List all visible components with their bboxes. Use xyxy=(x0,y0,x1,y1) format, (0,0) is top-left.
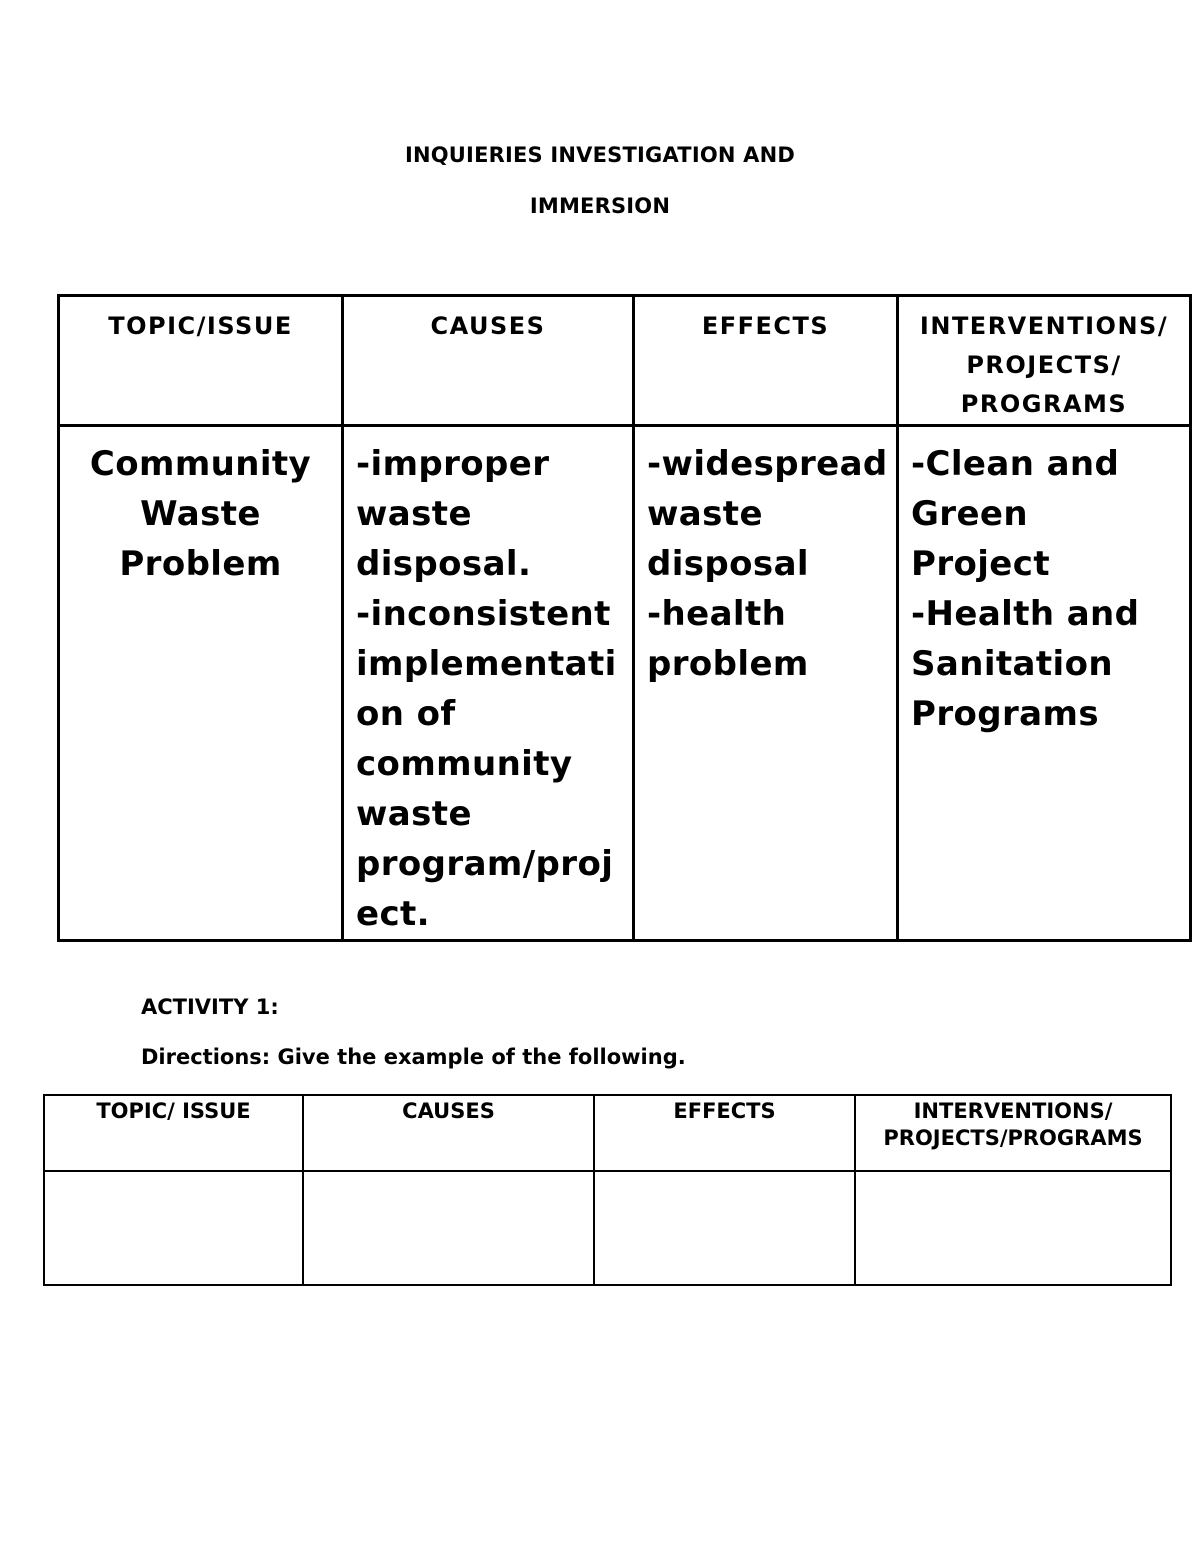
cell-text: -inconsistent xyxy=(356,594,611,634)
cell-text: Programs xyxy=(911,694,1099,734)
header-causes xyxy=(343,296,634,426)
activity-cell-interventions[interactable] xyxy=(855,1171,1171,1285)
activity-header-interventions xyxy=(855,1095,1171,1171)
cell-interventions xyxy=(898,426,1191,941)
main-table xyxy=(57,294,1192,942)
cell-text: waste xyxy=(356,794,472,834)
header-effects xyxy=(634,296,898,426)
document-title-line-1: INQUIERIES INVESTIGATION AND xyxy=(404,143,796,167)
header-text: CAUSES xyxy=(402,1099,495,1123)
header-text: TOPIC/ISSUE xyxy=(108,312,293,340)
cell-text: -widespread xyxy=(647,444,888,484)
cell-text: Project xyxy=(911,544,1050,584)
header-text: EFFECTS xyxy=(701,312,830,340)
cell-text: problem xyxy=(647,644,809,684)
cell-text: Waste xyxy=(140,494,261,534)
activity-header-effects xyxy=(594,1095,855,1171)
cell-text: Community xyxy=(89,444,312,484)
cell-text: on of xyxy=(356,694,456,734)
header-text: PROJECTS/ xyxy=(966,351,1122,379)
main-table-header-row xyxy=(59,296,1191,426)
cell-text: -Clean and xyxy=(911,444,1120,484)
activity-header-topic-issue xyxy=(44,1095,303,1171)
header-interventions xyxy=(898,296,1191,426)
cell-text: community xyxy=(356,744,573,784)
document-title-line-2: IMMERSION xyxy=(529,194,671,218)
cell-text: -Health and xyxy=(911,594,1140,634)
activity-cell-topic[interactable] xyxy=(44,1171,303,1285)
cell-text: implementati xyxy=(356,644,617,684)
cell-text: Green xyxy=(911,494,1028,534)
cell-topic xyxy=(59,426,343,941)
main-table-row xyxy=(59,426,1191,941)
activity-table xyxy=(43,1094,1172,1286)
header-text: CAUSES xyxy=(430,312,546,340)
cell-text: program/proj xyxy=(356,844,614,884)
cell-text: Sanitation xyxy=(911,644,1113,684)
cell-effects xyxy=(634,426,898,941)
cell-text: disposal. xyxy=(356,544,532,584)
activity-table-header-row xyxy=(44,1095,1171,1171)
cell-text: -improper xyxy=(356,444,550,484)
header-text: EFFECTS xyxy=(673,1099,776,1123)
header-text: TOPIC/ ISSUE xyxy=(96,1099,251,1123)
header-text: PROJECTS/PROGRAMS xyxy=(883,1126,1143,1150)
cell-text: waste xyxy=(356,494,472,534)
activity-directions: Directions: Give the example of the following. xyxy=(141,1045,686,1069)
header-text: INTERVENTIONS/ xyxy=(919,312,1169,340)
cell-text: ect. xyxy=(356,894,430,934)
cell-text: disposal xyxy=(647,544,809,584)
cell-text: waste xyxy=(647,494,763,534)
cell-text: -health xyxy=(647,594,787,634)
header-text: INTERVENTIONS/ xyxy=(913,1099,1113,1123)
activity-title: ACTIVITY 1: xyxy=(141,995,279,1019)
header-text: PROGRAMS xyxy=(960,390,1128,418)
activity-table-row xyxy=(44,1171,1171,1285)
header-topic-issue xyxy=(59,296,343,426)
activity-cell-causes[interactable] xyxy=(303,1171,594,1285)
activity-cell-effects[interactable] xyxy=(594,1171,855,1285)
cell-causes xyxy=(343,426,634,941)
cell-text: Problem xyxy=(119,544,282,584)
activity-header-causes xyxy=(303,1095,594,1171)
